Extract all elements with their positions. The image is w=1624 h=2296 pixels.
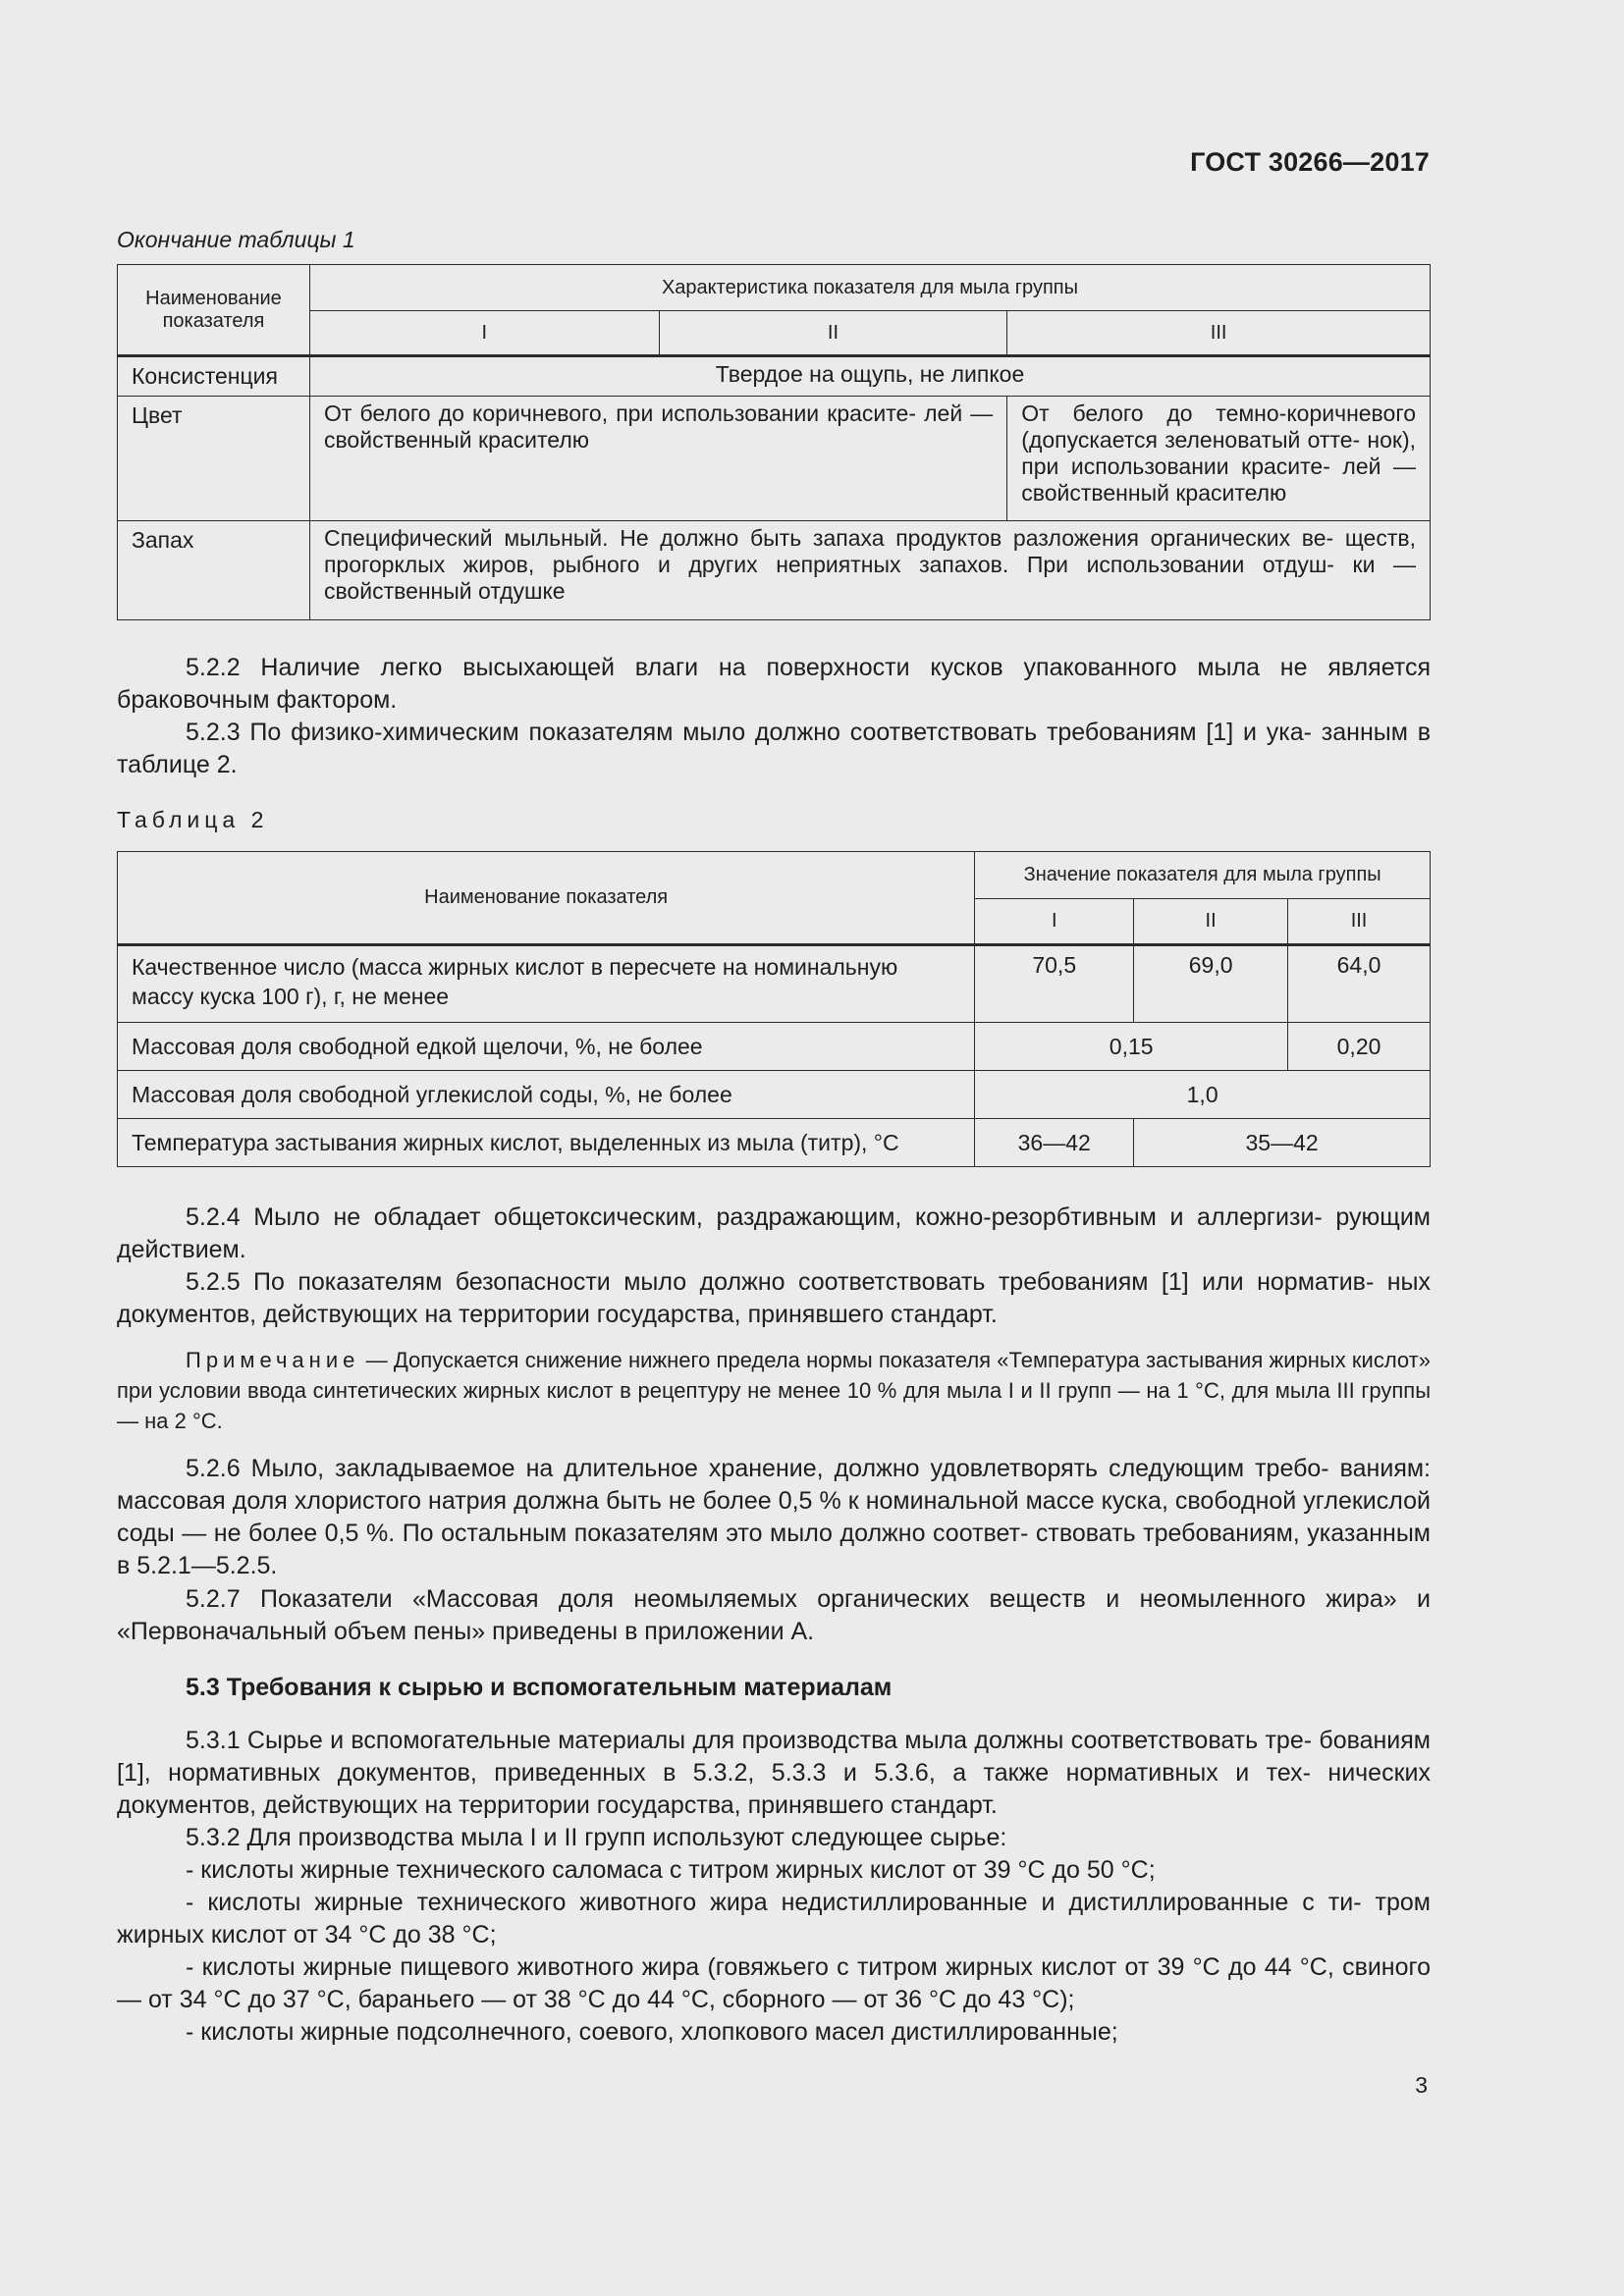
table2-name-header: Наименование показателя <box>118 852 975 945</box>
list-item: - кислоты жирные подсолнечного, соевого, хлопкового масел дистиллированные; <box>186 2018 1118 2046</box>
table1-group-3: III <box>1007 311 1431 356</box>
note-text: — Допускается снижение нижнего предела нормы показателя «Температура застывания жирных кислот» при условии ввода синтетических жирных кислот в рецептуру не менее 10 % для мыла I и II групп — на 1 °С, для мыла III группы — на 2 °С. <box>117 1348 1431 1433</box>
table2-row-name: Массовая доля свободной едкой щелочи, %, не более <box>118 1023 975 1071</box>
table2-value: 36—42 <box>975 1119 1134 1167</box>
table2-group-1: I <box>975 899 1134 945</box>
note <box>117 1345 1431 1436</box>
table1-row-value: От белого до коричневого, при использовании красите- лей — свойственный красителю <box>309 397 1006 521</box>
paragraph-5-2-7: 5.2.7 Показатели «Массовая доля неомыляемых органических веществ и неомыленного жира» и «Первоначальный объем пены» приведены в приложении А. <box>117 1585 1431 1645</box>
table2-row-name: Массовая доля свободной углекислой соды, %, не более <box>118 1071 975 1119</box>
paragraph-5-2-6: 5.2.6 Мыло, закладываемое на длительное хранение, должно удовлетворять следующим требо- ваниям: массовая доля хлористого натрия должна быть не более 0,5 % к номинальной массе куска, свободной углекислой соды — не более 0,5 %. По остальным показателям это мыло должно соответ- ствовать требованиям, указанным в 5.2.1—5.2.5. <box>117 1455 1431 1579</box>
section-heading-5-3: 5.3 Требования к сырью и вспомогательным материалам <box>186 1674 893 1701</box>
table2-value: 35—42 <box>1134 1119 1431 1167</box>
paragraph-5-3-1: 5.3.1 Сырье и вспомогательные материалы для производства мыла должны соответствовать тре- бованиям [1], нормативных документов, приведенных в 5.3.2, 5.3.3 и 5.3.6, а также нормативных и тех- нических документов, действующих на территории государства, принявшего стандарт. <box>117 1727 1431 1819</box>
table1-group-2: II <box>659 311 1007 356</box>
paragraph-5-2-3: 5.2.3 По физико-химическим показателям мыло должно соответствовать требованиям [1] и ука- занным в таблице 2. <box>117 719 1431 778</box>
table2-value: 70,5 <box>975 945 1134 1023</box>
standard-number: ГОСТ 30266—2017 <box>1190 147 1430 177</box>
paragraph-5-2-2: 5.2.2 Наличие легко высыхающей влаги на поверхности кусков упакованного мыла не является браковочным фактором. <box>117 654 1431 714</box>
table1-row-value: Твердое на ощупь, не липкое <box>309 356 1430 397</box>
table1-row-name: Цвет <box>118 397 310 521</box>
table1-row-value: От белого до темно-коричневого (допускается зеленоватый отте- нок), при использовании красите- лей — свойственный красителю <box>1007 397 1431 521</box>
table2-label: Таблица 2 <box>117 807 269 832</box>
note-label: Примечание <box>186 1348 360 1372</box>
table1-group-header: Характеристика показателя для мыла группы <box>309 265 1430 311</box>
table1-row-name: Запах <box>118 521 310 620</box>
table1-caption: Окончание таблицы 1 <box>117 227 355 252</box>
page-number: 3 <box>1415 2072 1428 2098</box>
table1-row-name: Консистенция <box>118 356 310 397</box>
table2-row-name: Температура застывания жирных кислот, выделенных из мыла (титр), °С <box>118 1119 975 1167</box>
paragraph-5-2-4: 5.2.4 Мыло не обладает общетоксическим, раздражающим, кожно-резорбтивным и аллергизи- рующим действием. <box>117 1203 1431 1263</box>
table2-group-3: III <box>1288 899 1431 945</box>
table-2 <box>117 851 1431 1167</box>
table2-value: 64,0 <box>1288 945 1431 1023</box>
table1-row-value: Специфический мыльный. Не должно быть запаха продуктов разложения органических ве- ществ, прогорклых жиров, рыбного и других неприятных запахов. При использовании отдуш- ки — свойственный отдушке <box>309 521 1430 620</box>
table2-value: 0,15 <box>975 1023 1288 1071</box>
list-item: - кислоты жирные пищевого животного жира (говяжьего с титром жирных кислот от 39 °С до 44 °С, свиного — от 34 °С до 37 °С, бараньего — от 38 °С до 44 °С, сборного — от 36 °С до 43 °С); <box>117 1953 1431 2013</box>
table2-value: 69,0 <box>1134 945 1288 1023</box>
paragraph-5-3-2: 5.3.2 Для производства мыла I и II групп используют следующее сырье: <box>186 1824 1007 1851</box>
table2-value: 1,0 <box>975 1071 1431 1119</box>
list-item: - кислоты жирные технического животного жира недистиллированные и дистиллированные с ти- тром жирных кислот от 34 °С до 38 °С; <box>117 1889 1431 1949</box>
table2-group-header: Значение показателя для мыла группы <box>975 852 1431 899</box>
table1-name-header: Наименование показателя <box>118 265 310 356</box>
table1-group-1: I <box>309 311 659 356</box>
table2-value: 0,20 <box>1288 1023 1431 1071</box>
list-item: - кислоты жирные технического саломаса с титром жирных кислот от 39 °С до 50 °С; <box>186 1856 1156 1884</box>
paragraph-5-2-5: 5.2.5 По показателям безопасности мыло должно соответствовать требованиям [1] или норматив- ных документов, действующих на территории государства, принявшего стандарт. <box>117 1268 1431 1328</box>
table2-group-2: II <box>1134 899 1288 945</box>
table-1 <box>117 264 1431 620</box>
table2-row-name: Качественное число (масса жирных кислот в пересчете на номинальную массу куска 100 г), г, не менее <box>118 945 975 1023</box>
